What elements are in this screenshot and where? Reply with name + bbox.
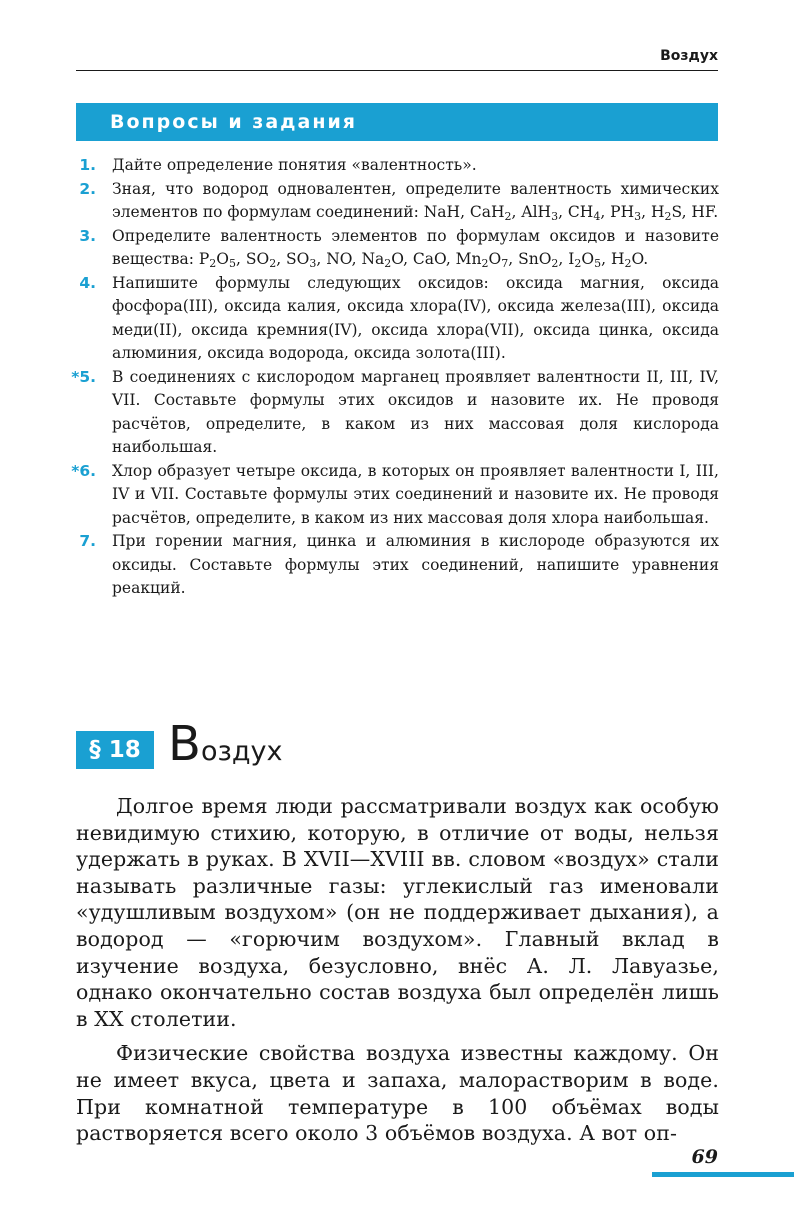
task-item bbox=[76, 225, 719, 272]
task-text: Определите валентность элементов по формулам оксидов и назовите вещества: $P_2O_5$, $SO_2$, $SO_3$, NO, $Na_2O$, CaO, $Mn_2O_7$, SnO$_2$, $I_2O_5$, $H_2O$. bbox=[112, 226, 719, 270]
page-number: 69 bbox=[691, 1146, 718, 1168]
section-title-initial: В bbox=[168, 716, 201, 772]
section-title-rest: оздух bbox=[200, 736, 283, 767]
paragraph: Долгое время люди рассматривали воздух как особую невидимую стихию, которую, в отличие от воды, нельзя удержать в руках. В XVII—XVIII вв. словом «воздух» стали называть различные газы: углекислый газ именовали «удушливым воздухом» (он не поддерживает дыхания), а водород — «горючим воздухом». Главный вклад в изучение воздуха, безусловно, внёс А. Л. Лавуазье, однако окончательно состав воздуха был определён лишь в XX столетии. bbox=[76, 794, 719, 1031]
task-number: 3. bbox=[79, 226, 96, 245]
task-item bbox=[71, 460, 719, 531]
task-text: Дайте определение понятия «валентность». bbox=[112, 156, 477, 174]
running-head: Воздух bbox=[660, 48, 718, 64]
task-number: *6. bbox=[71, 461, 96, 480]
task-number: 2. bbox=[79, 179, 96, 198]
task-number: 7. bbox=[79, 532, 96, 550]
task-item bbox=[76, 154, 719, 178]
section-title bbox=[168, 716, 282, 780]
task-list bbox=[71, 154, 719, 601]
task-text: Зная, что водород одновалентен, определите валентность химических элементов по формулам соединений: NaH, CaH$_2$, AlH$_3$, $CH_4$, $PH_3$, $H_2S$, HF. bbox=[112, 179, 719, 223]
task-number: 1. bbox=[79, 156, 96, 174]
questions-title: Вопросы и задания bbox=[110, 111, 357, 133]
section-badge bbox=[76, 731, 154, 769]
header-rule bbox=[76, 70, 718, 71]
task-text: Хлор образует четыре оксида, в которых он проявляет валентности I, III, IV и VII. Составьте формулы этих соединений и назовите их. Не проводя расчётов, определите, в каком из них массовая доля хлора наибольшая. bbox=[112, 461, 719, 527]
task-number: *5. bbox=[71, 367, 96, 386]
task-text: При горении магния, цинка и алюминия в кислороде образуются их оксиды. Составьте формулы этих соединений, напишите уравнения реакций. bbox=[112, 532, 719, 597]
task-text: Напишите формулы следующих оксидов: оксида магния, оксида фосфора(III), оксида калия, оксида хлора(IV), оксида железа(III), оксида меди(II), оксида кремния(IV), оксида хлора(VII), оксида цинка, оксида алюминия, оксида водорода, оксида золота(III). bbox=[112, 273, 719, 362]
paragraph: Физические свойства воздуха известны каждому. Он не имеет вкуса, цвета и запаха, малорастворим в воде. При комнатной температуре в 100 объёмах воды растворяется всего около 3 объёмов воздуха. А вот оп- bbox=[76, 1041, 719, 1146]
task-item bbox=[76, 272, 719, 366]
footer-accent-bar bbox=[652, 1172, 794, 1177]
section-number: § 18 bbox=[89, 737, 141, 763]
task-item bbox=[71, 366, 719, 460]
task-item bbox=[76, 178, 719, 225]
task-text: В соединениях с кислородом марганец проявляет валентности II, III, IV, VII. Составьте формулы этих оксидов и назовите их. Не проводя расчётов, определите, в каком из них массовая доля кислорода наибольшая. bbox=[112, 367, 719, 456]
task-item bbox=[76, 530, 719, 601]
questions-banner bbox=[76, 103, 718, 141]
task-number: 4. bbox=[79, 273, 96, 292]
body-text bbox=[76, 793, 719, 1155]
